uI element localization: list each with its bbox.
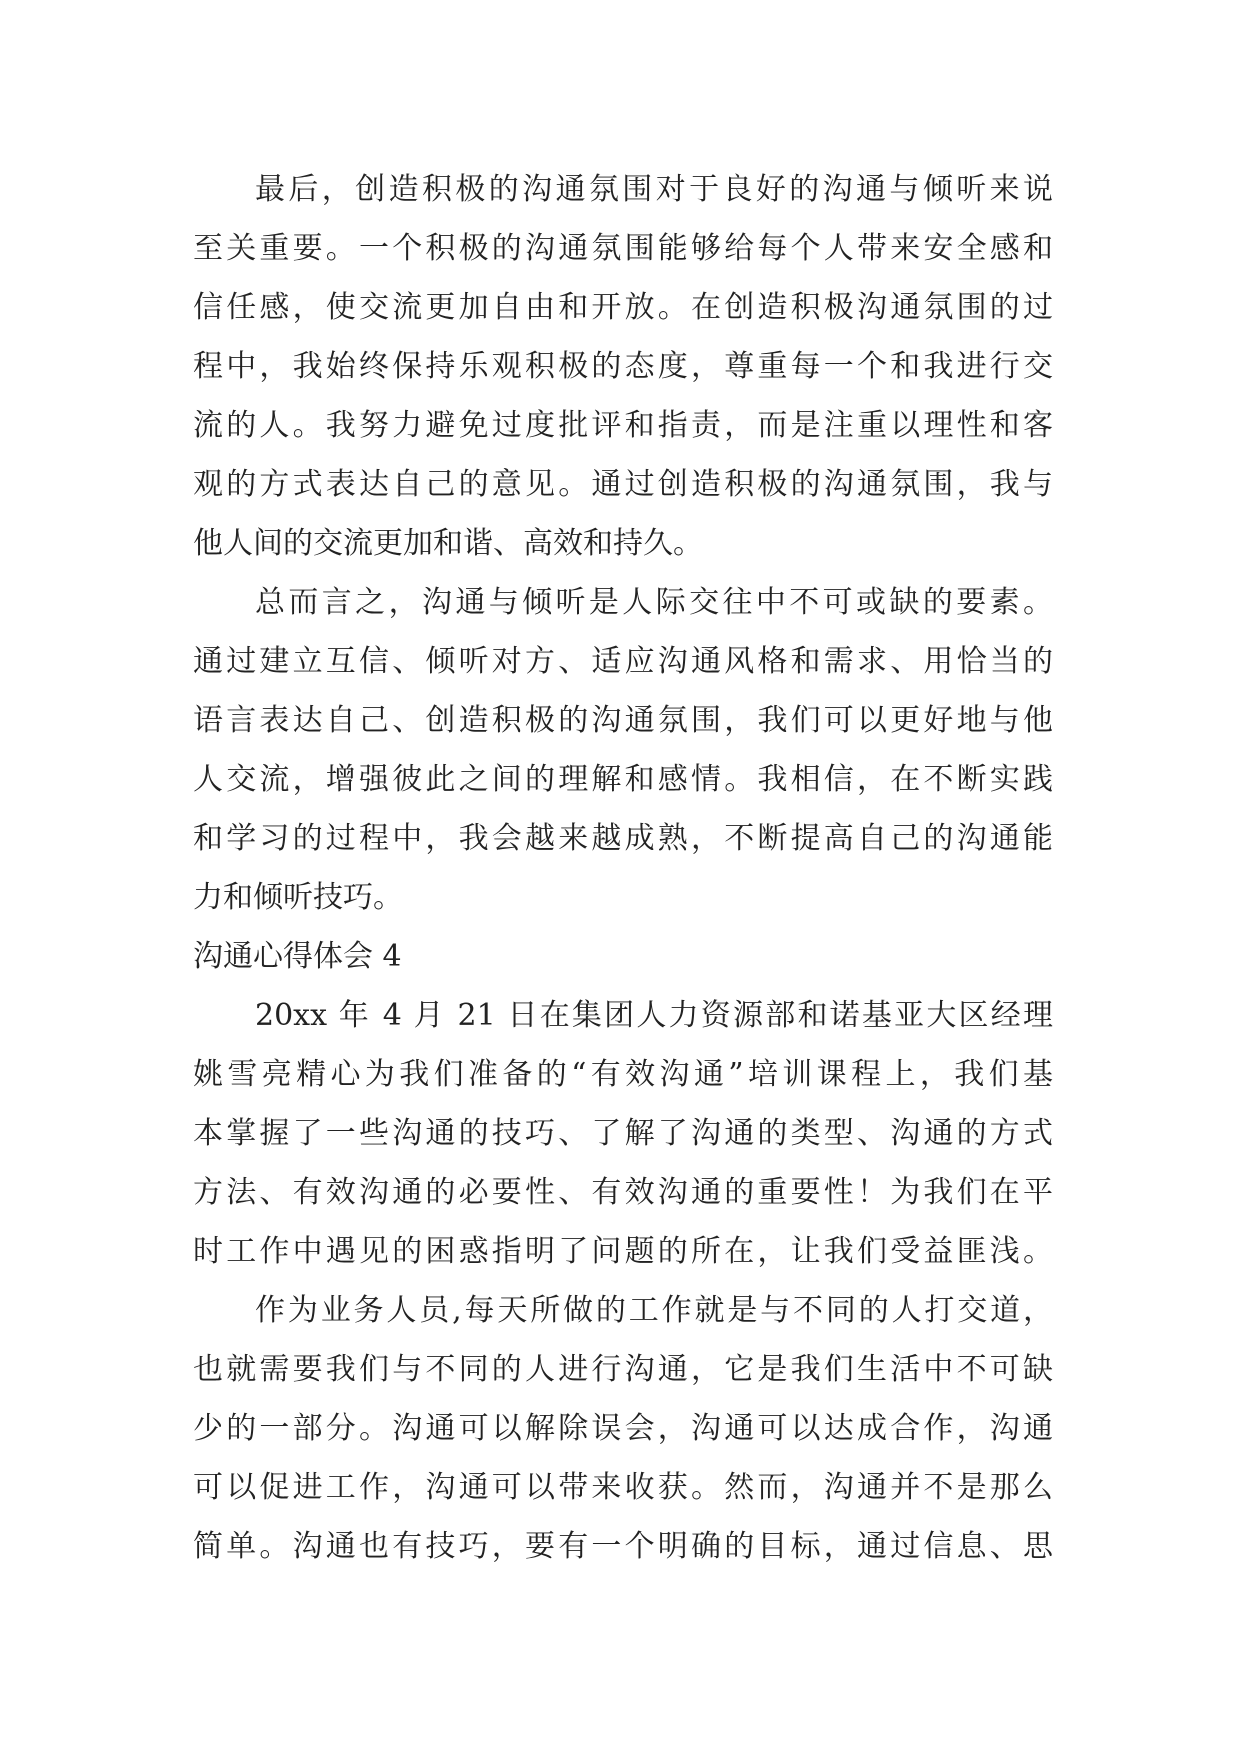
paragraph-line: 他人间的交流更加和谐、高效和持久。	[193, 526, 703, 561]
paragraph-line: 人交流，增强彼此之间的理解和感情。我相信，在不断实践	[193, 762, 1053, 797]
paragraph-line: 力和倾听技巧。	[193, 880, 403, 915]
paragraph-line: 也就需要我们与不同的人进行沟通，它是我们生活中不可缺	[193, 1352, 1053, 1387]
paragraph-2	[193, 573, 1053, 927]
paragraph-line: 至关重要。一个积极的沟通氛围能够给每个人带来安全感和	[193, 231, 1053, 266]
section-title: 沟通心得体会 4	[193, 939, 402, 974]
paragraph-line: 本掌握了一些沟通的技巧、了解了沟通的类型、沟通的方式	[193, 1116, 1053, 1151]
paragraph-line: 语言表达自己、创造积极的沟通氛围，我们可以更好地与他	[193, 703, 1053, 738]
paragraph-line: 时工作中遇见的困惑指明了问题的所在，让我们受益匪浅。	[193, 1234, 1053, 1269]
paragraph-line: 少的一部分。沟通可以解除误会，沟通可以达成合作，沟通	[193, 1411, 1053, 1446]
paragraph-3	[193, 986, 1053, 1281]
paragraph-line: 作为业务人员,每天所做的工作就是与不同的人打交道，	[255, 1293, 1053, 1328]
paragraph-line: 信任感，使交流更加自由和开放。在创造积极沟通氛围的过	[193, 290, 1053, 325]
paragraph-line: 总而言之，沟通与倾听是人际交往中不可或缺的要素。	[255, 585, 1053, 620]
paragraph-line: 方法、有效沟通的必要性、有效沟通的重要性！为我们在平	[193, 1175, 1053, 1210]
paragraph-line: 流的人。我努力避免过度批评和指责，而是注重以理性和客	[193, 408, 1053, 443]
paragraph-line: 简单。沟通也有技巧，要有一个明确的目标，通过信息、思	[193, 1529, 1053, 1564]
paragraph-line: 和学习的过程中，我会越来越成熟，不断提高自己的沟通能	[193, 821, 1053, 856]
paragraph-4	[193, 1281, 1053, 1576]
paragraph-line: 观的方式表达自己的意见。通过创造积极的沟通氛围，我与	[193, 467, 1053, 502]
paragraph-line: 可以促进工作，沟通可以带来收获。然而，沟通并不是那么	[193, 1470, 1053, 1505]
paragraph-line: 最后，创造积极的沟通氛围对于良好的沟通与倾听来说	[255, 172, 1053, 207]
section-heading	[193, 927, 1053, 986]
paragraph-line: 姚雪亮精心为我们准备的“有效沟通”培训课程上，我们基	[193, 1057, 1053, 1092]
paragraph-line: 程中，我始终保持乐观积极的态度，尊重每一个和我进行交	[193, 349, 1053, 384]
paragraph-line: 通过建立互信、倾听对方、适应沟通风格和需求、用恰当的	[193, 644, 1053, 679]
paragraph-1	[193, 160, 1053, 573]
document-body	[193, 160, 1053, 1576]
paragraph-line: 20xx 年 4 月 21 日在集团人力资源部和诺基亚大区经理	[255, 998, 1053, 1033]
